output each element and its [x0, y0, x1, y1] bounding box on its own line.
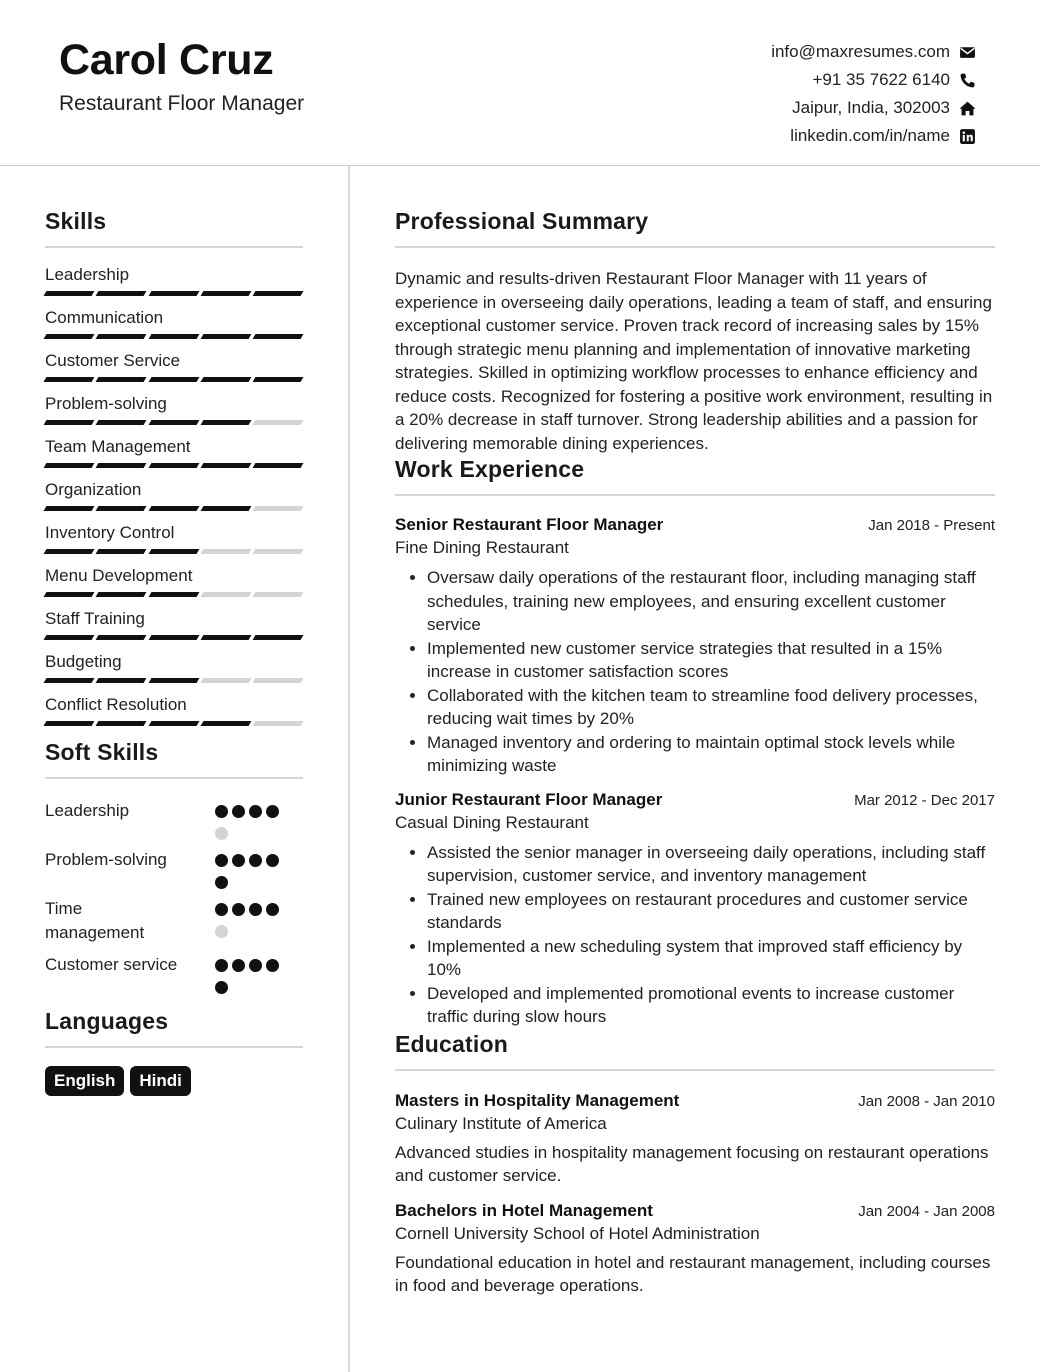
section-rule: [395, 494, 995, 496]
skill-item: [45, 307, 303, 350]
skill-level-segment: [253, 291, 304, 296]
skill-level-segment: [148, 549, 199, 554]
rating-dot: [232, 959, 245, 972]
skill-level-segment: [200, 549, 251, 554]
envelope-icon: [958, 43, 976, 61]
skills-list: [45, 264, 303, 737]
skill-level-segment: [200, 291, 251, 296]
job-bullet: • Collaborated with the kitchen team to streamline food delivery processes, reducing wait times by 20%: [427, 684, 995, 731]
soft-skill-item: [45, 799, 303, 840]
skill-name: Conflict Resolution: [45, 695, 187, 714]
skill-level-segment: [148, 592, 199, 597]
education-header: [395, 1201, 995, 1221]
contact-phone-text: +91 35 7622 6140: [812, 70, 950, 89]
skill-item: [45, 651, 303, 694]
job-bullet: • Developed and implemented promotional events to increase customer traffic during slow hours: [427, 982, 995, 1029]
skill-level-segment: [200, 506, 251, 511]
skill-level-segment: [96, 377, 147, 382]
degree-title: Masters in Hospitality Management: [395, 1090, 680, 1110]
rating-dot: [249, 959, 262, 972]
skill-level-segment: [148, 721, 199, 726]
soft-skill-item: [45, 897, 303, 945]
section-rule: [395, 1069, 995, 1071]
soft-skill-name: Problem-solving: [45, 850, 167, 869]
skill-level-segment: [148, 635, 199, 640]
rating-dot: [232, 903, 245, 916]
skill-level-segment: [148, 463, 199, 468]
rating-dot: [249, 903, 262, 916]
skill-level-segment: [253, 420, 304, 425]
contact-email-text: info@maxresumes.com: [771, 42, 950, 61]
skill-item: [45, 350, 303, 393]
skill-level-segment: [96, 291, 147, 296]
job-header: [395, 790, 995, 810]
contact-email[interactable]: [556, 38, 976, 66]
soft-skill-name: Time management: [45, 899, 145, 942]
skill-name: Leadership: [45, 265, 130, 284]
section-rule: [45, 777, 303, 779]
skill-item: [45, 608, 303, 651]
job-bullet: • Implemented new customer service strategies that resulted in a 15% increase in customer satisfaction scores: [427, 637, 995, 684]
job-dates: Jan 2018 - Present: [868, 517, 995, 534]
skill-name: Customer Service: [45, 351, 181, 370]
skill-level-segment: [253, 377, 304, 382]
languages-heading: Languages: [45, 1008, 169, 1034]
candidate-role: Restaurant Floor Manager: [59, 92, 305, 115]
skill-level-bar: [45, 291, 302, 296]
skill-level-segment: [44, 635, 95, 640]
rating-dot: [215, 805, 228, 818]
job-bullet: • Oversaw daily operations of the restaurant floor, including managing staff schedules, training new employees, and ensuring excellent customer service: [427, 566, 995, 637]
soft-skill-item: [45, 848, 303, 889]
job-bullet: • Managed inventory and ordering to maintain optimal stock levels while minimizing waste: [427, 731, 995, 778]
skill-level-bar: [45, 592, 302, 597]
skill-level-segment: [253, 721, 304, 726]
education-dates: Jan 2004 - Jan 2008: [858, 1202, 995, 1220]
skill-level-segment: [96, 549, 147, 554]
skill-name: Team Management: [45, 437, 191, 456]
skill-level-segment: [253, 635, 304, 640]
contact-linkedin[interactable]: [556, 122, 976, 150]
skill-name: Communication: [45, 308, 164, 327]
linkedin-icon: [958, 127, 976, 145]
skill-level-segment: [253, 678, 304, 683]
rating-dot: [266, 959, 279, 972]
skill-level-segment: [96, 506, 147, 511]
education-entry: [395, 1091, 995, 1188]
left-column: [45, 208, 303, 1096]
job-bullets: [395, 841, 995, 1029]
soft-skill-name: Customer service: [45, 955, 178, 974]
soft-skill-name: Leadership: [45, 801, 130, 820]
section-rule: [45, 1046, 303, 1048]
skill-name: Staff Training: [45, 609, 145, 628]
skill-level-segment: [96, 463, 147, 468]
soft-skills-list: [45, 799, 303, 994]
rating-dot: [215, 827, 228, 840]
skill-level-segment: [253, 463, 304, 468]
candidate-name: Carol Cruz: [59, 36, 274, 84]
rating-dot: [232, 854, 245, 867]
skill-level-segment: [148, 377, 199, 382]
skill-level-segment: [44, 506, 95, 511]
skill-level-segment: [96, 635, 147, 640]
skill-level-segment: [44, 549, 95, 554]
school-name: Cornell University School of Hotel Administration: [395, 1223, 760, 1243]
skill-level-segment: [44, 721, 95, 726]
skill-level-segment: [148, 420, 199, 425]
skill-level-segment: [96, 678, 147, 683]
education-entry: [395, 1201, 995, 1298]
job-bullet: • Trained new employees on restaurant procedures and customer service standards: [427, 888, 995, 935]
skill-level-segment: [44, 463, 95, 468]
skill-level-segment: [200, 721, 251, 726]
rating-dot: [249, 805, 262, 818]
skill-name: Menu Development: [45, 566, 193, 585]
skill-level-segment: [148, 678, 199, 683]
rating-dot: [266, 854, 279, 867]
skill-level-segment: [96, 721, 147, 726]
skill-level-segment: [96, 420, 147, 425]
rating-dot: [266, 805, 279, 818]
education-description: Advanced studies in hospitality management focusing on restaurant operations and customer service.: [395, 1142, 989, 1185]
resume-header: [0, 0, 1040, 166]
languages-list: [45, 1066, 303, 1096]
soft-skill-rating: [215, 854, 287, 889]
degree-title: Bachelors in Hotel Management: [395, 1200, 653, 1220]
contact-linkedin-text: linkedin.com/in/name: [790, 126, 950, 145]
skill-level-bar: [45, 635, 302, 640]
skill-item: [45, 694, 303, 737]
job-company: Casual Dining Restaurant: [395, 812, 589, 832]
job-bullets: [395, 566, 995, 778]
skill-item: [45, 565, 303, 608]
skill-level-segment: [148, 506, 199, 511]
job-header: [395, 515, 995, 535]
education-description: Foundational education in hotel and restaurant management, including courses in food and beverage operations.: [395, 1252, 991, 1295]
skill-level-segment: [44, 592, 95, 597]
contact-phone[interactable]: [556, 66, 976, 94]
education-heading: Education: [395, 1030, 508, 1057]
skill-level-segment: [44, 420, 95, 425]
section-rule: [395, 246, 995, 248]
soft-skill-rating: [215, 959, 287, 994]
skill-name: Budgeting: [45, 652, 122, 671]
skill-name: Problem-solving: [45, 394, 167, 413]
contact-info: [556, 38, 976, 150]
soft-skills-heading: Soft Skills: [45, 739, 159, 765]
right-column: [395, 208, 995, 1298]
rating-dot: [232, 805, 245, 818]
home-icon: [958, 99, 976, 117]
school-name: Culinary Institute of America: [395, 1113, 607, 1133]
skill-level-segment: [44, 678, 95, 683]
column-divider: [348, 166, 350, 1372]
skill-item: [45, 522, 303, 565]
soft-skill-item: [45, 953, 303, 994]
job-title: Senior Restaurant Floor Manager: [395, 515, 664, 534]
phone-icon: [958, 71, 976, 89]
rating-dot: [215, 903, 228, 916]
contact-location-text: Jaipur, India, 302003: [792, 98, 950, 117]
skill-level-bar: [45, 506, 302, 511]
skills-heading: Skills: [45, 208, 107, 234]
skill-level-segment: [253, 592, 304, 597]
skill-item: [45, 264, 303, 307]
section-rule: [45, 246, 303, 248]
rating-dot: [215, 854, 228, 867]
skill-level-segment: [200, 635, 251, 640]
language-tag: Hindi: [130, 1066, 191, 1096]
summary-text: Dynamic and results-driven Restaurant Floor Manager with 11 years of experience in overseeing daily operations, leading a team of staff, and ensuring exceptional customer service. Proven track record of increasing sales by 15% through strategic menu planning and implementation of innovative marketing strategies. Skilled in optimizing workflow processes to enhance efficiency and reduce costs. Recognized for fostering a positive work environment, resulting in a 20% decrease in staff turnover. Strong leadership abilities and a passion for delivering memorable dining experiences.: [395, 269, 993, 453]
skill-level-bar: [45, 549, 302, 554]
skill-level-bar: [45, 334, 302, 339]
job-title: Junior Restaurant Floor Manager: [395, 789, 663, 809]
skill-level-segment: [96, 592, 147, 597]
skill-name: Inventory Control: [45, 523, 175, 542]
skill-level-segment: [44, 334, 95, 339]
job-entry: [395, 790, 995, 1029]
skill-level-bar: [45, 678, 302, 683]
skill-item: [45, 479, 303, 522]
skill-level-segment: [200, 592, 251, 597]
skill-level-segment: [253, 506, 304, 511]
skill-level-segment: [253, 549, 304, 554]
skill-level-segment: [148, 291, 199, 296]
rating-dot: [266, 903, 279, 916]
skill-level-segment: [253, 334, 304, 339]
skill-level-segment: [200, 377, 251, 382]
contact-location: [556, 94, 976, 122]
language-tag: English: [45, 1066, 124, 1096]
job-entry: [395, 515, 995, 778]
summary-heading: Professional Summary: [395, 208, 649, 234]
rating-dot: [215, 876, 228, 889]
skill-name: Organization: [45, 480, 142, 499]
experience-heading: Work Experience: [395, 456, 585, 482]
skill-level-bar: [45, 377, 302, 382]
skill-item: [45, 393, 303, 436]
soft-skill-rating: [215, 903, 287, 938]
skill-level-segment: [44, 377, 95, 382]
skill-level-segment: [44, 291, 95, 296]
job-bullet: • Assisted the senior manager in overseeing daily operations, including staff supervision, customer service, and inventory management: [427, 841, 995, 888]
rating-dot: [215, 925, 228, 938]
skill-level-bar: [45, 721, 302, 726]
skill-level-segment: [200, 463, 251, 468]
rating-dot: [249, 854, 262, 867]
soft-skill-rating: [215, 805, 287, 840]
rating-dot: [215, 981, 228, 994]
skill-level-segment: [200, 334, 251, 339]
skill-level-bar: [45, 420, 302, 425]
skill-level-segment: [96, 334, 147, 339]
rating-dot: [215, 959, 228, 972]
education-header: [395, 1091, 995, 1111]
skill-level-segment: [148, 334, 199, 339]
skill-level-bar: [45, 463, 302, 468]
education-dates: Jan 2008 - Jan 2010: [858, 1092, 995, 1110]
skill-level-segment: [200, 678, 251, 683]
skill-item: [45, 436, 303, 479]
job-dates: Mar 2012 - Dec 2017: [854, 791, 995, 809]
job-bullet: • Implemented a new scheduling system that improved staff efficiency by 10%: [427, 935, 995, 982]
skill-level-segment: [200, 420, 251, 425]
job-company: Fine Dining Restaurant: [395, 538, 569, 557]
